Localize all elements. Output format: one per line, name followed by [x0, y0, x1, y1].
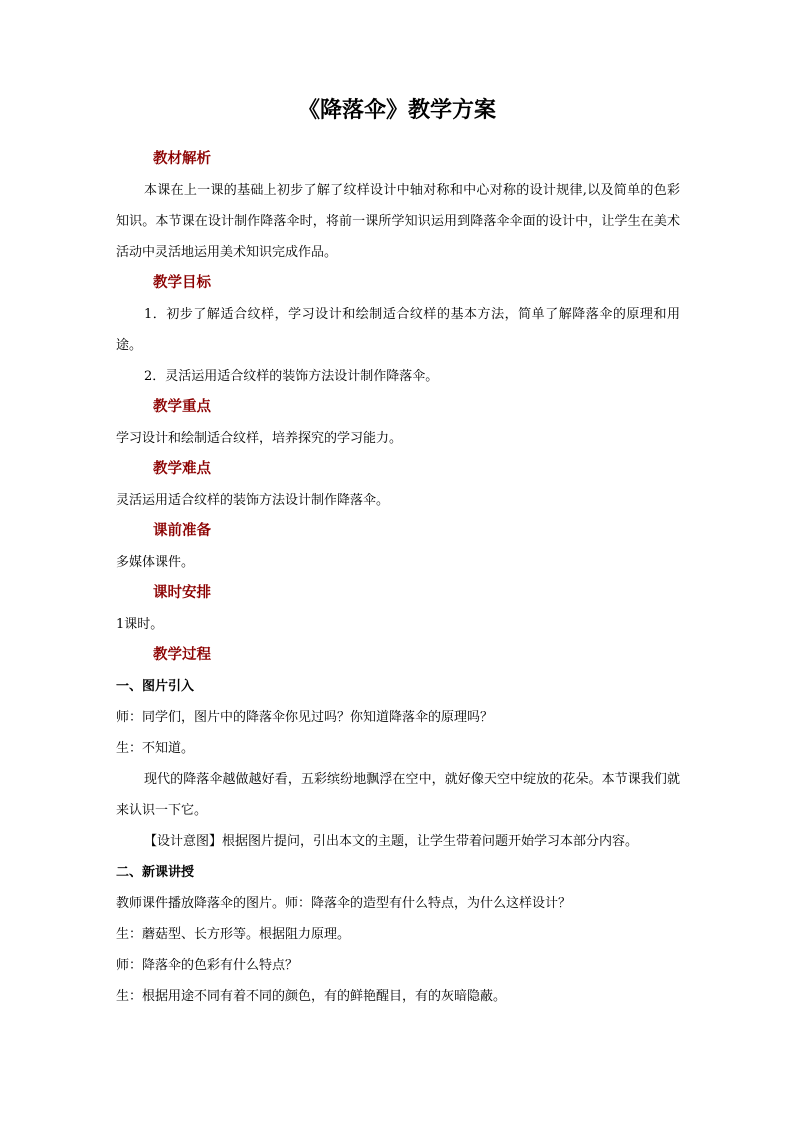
process-part-1-line-1: 师：同学们，图片中的降落伞你见过吗？你知道降落伞的原理吗？	[116, 710, 494, 725]
goal-item-1: 1．初步了解适合纹样，学习设计和绘制适合纹样的基本方法，简单了解降落伞的原理和用途。	[116, 307, 680, 353]
process-part-2-line-3: 师：降落伞的色彩有什么特点？	[116, 958, 299, 973]
heading-key-points: 教学重点	[153, 399, 211, 415]
process-part-2-line-4: 生：根据用途不同有着不同的颜色，有的鲜艳醒目，有的灰暗隐蔽。	[116, 989, 507, 1004]
process-part-2-line-2: 生：蘑菇型、长方形等。根据阻力原理。	[116, 927, 351, 942]
key-points-text: 学习设计和绘制适合纹样，培养探究的学习能力。	[116, 431, 403, 446]
heading-schedule: 课时安排	[153, 585, 211, 601]
process-part-1-line-2: 生：不知道。	[116, 741, 195, 756]
process-part-1-title: 一、图片引入	[116, 679, 195, 694]
heading-process: 教学过程	[153, 647, 211, 663]
goal-item-2: 2．灵活运用适合纹样的装饰方法设计制作降落伞。	[144, 369, 439, 384]
heading-preparation: 课前准备	[153, 523, 211, 539]
process-part-1-line-4: 【设计意图】根据图片提问，引出本文的主题，让学生带着问题开始学习本部分内容。	[144, 834, 639, 849]
heading-materials: 教材解析	[153, 151, 211, 167]
preparation-text: 多媒体课件。	[116, 555, 195, 570]
heading-difficulties: 教学难点	[153, 461, 211, 477]
process-part-2-title: 二、新课讲授	[116, 865, 195, 880]
difficulties-text: 灵活运用适合纹样的装饰方法设计制作降落伞。	[116, 493, 390, 508]
document-title: 《降落伞》教学方案	[297, 98, 496, 123]
document-body	[116, 144, 680, 1012]
process-part-1-line-3: 现代的降落伞越做越好看，五彩缤纷地飘浮在空中，就好像天空中绽放的花朵。本节课我们就来认识一下它。	[116, 772, 680, 818]
materials-paragraph: 本课在上一课的基础上初步了解了纹样设计中轴对称和中心对称的设计规律,以及简单的色彩知识。本节课在设计制作降落伞时，将前一课所学知识运用到降落伞伞面的设计中，让学生在美术活动中灵活地运用美术知识完成作品。	[116, 183, 680, 260]
heading-goals: 教学目标	[153, 275, 211, 291]
process-part-2-line-1: 教师课件播放降落伞的图片。师：降落伞的造型有什么特点，为什么这样设计？	[116, 896, 572, 911]
schedule-text: 1课时。	[116, 617, 164, 632]
